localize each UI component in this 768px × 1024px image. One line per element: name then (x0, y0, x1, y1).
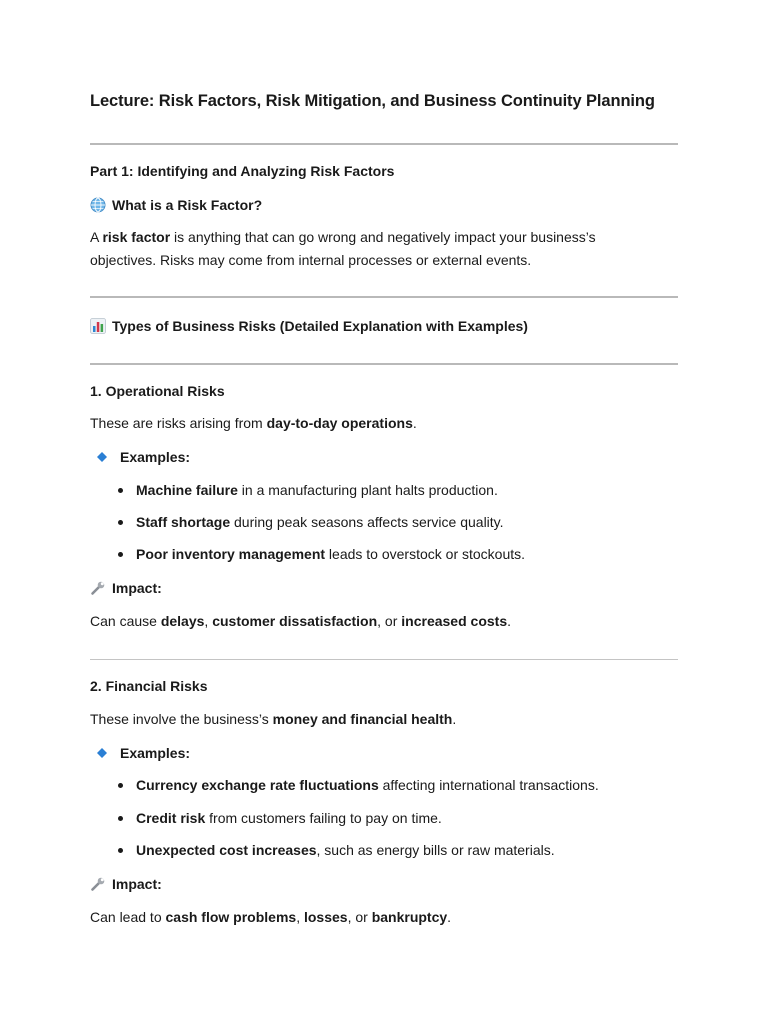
example-bold: Credit risk (136, 810, 206, 826)
impact-text: , or (347, 909, 372, 925)
list-item (136, 774, 599, 796)
desc-bold: day-to-day operations (266, 415, 413, 431)
example-bold: Poor inventory management (136, 546, 326, 562)
impact-bold: delays (160, 613, 205, 629)
desc-bold: money and financial health (272, 711, 453, 727)
intro-line-1 (90, 226, 596, 248)
desc-text: These involve the business’s (90, 711, 273, 727)
impact-text: . (447, 909, 452, 925)
wrench-icon (90, 876, 106, 892)
divider (90, 363, 678, 365)
operational-impact-label-row (90, 577, 162, 599)
financial-examples-label-row (90, 742, 190, 764)
financial-impact-label-row (90, 873, 162, 895)
intro-text: is anything that can go wrong and negatively impact your business’s (170, 229, 596, 245)
example-bold: Staff shortage (136, 514, 231, 530)
example-text: in a manufacturing plant halts production. (237, 482, 498, 498)
example-bold: Unexpected cost increases (136, 842, 317, 858)
impact-text: , (296, 909, 304, 925)
divider (90, 143, 678, 145)
types-heading-row (90, 315, 528, 337)
operational-description (90, 412, 417, 434)
example-text: leads to overstock or stockouts. (325, 546, 526, 562)
example-text: , such as energy bills or raw materials. (316, 842, 555, 858)
intro-line-2: objectives. Risks may come from internal processes or external events. (90, 252, 532, 268)
section-heading-operational: 1. Operational Risks (90, 383, 225, 399)
impact-bold: losses (303, 909, 348, 925)
impact-label: Impact: (112, 580, 162, 596)
examples-label: Examples: (120, 449, 191, 465)
financial-description (90, 708, 456, 730)
impact-bold: bankruptcy (371, 909, 448, 925)
example-text: during peak seasons affects service quality. (230, 514, 504, 530)
what-heading: What is a Risk Factor? (112, 197, 263, 213)
impact-text: Can cause (90, 613, 161, 629)
list-item (136, 839, 555, 861)
financial-impact (90, 906, 451, 928)
desc-text: . (412, 415, 417, 431)
globe-icon (90, 197, 106, 213)
impact-bold: customer dissatisfaction (212, 613, 378, 629)
impact-text: Can lead to (90, 909, 166, 925)
bar-chart-icon (90, 318, 106, 334)
example-text: from customers failing to pay on time. (205, 810, 442, 826)
wrench-icon (90, 580, 106, 596)
impact-bold: cash flow problems (165, 909, 297, 925)
impact-label: Impact: (112, 876, 162, 892)
example-text: affecting international transactions. (378, 777, 599, 793)
list-item (136, 511, 504, 533)
page-title: Lecture: Risk Factors, Risk Mitigation, and Business Continuity Planning (90, 92, 655, 110)
list-item (136, 807, 442, 829)
intro-text: A (90, 229, 103, 245)
list-item (136, 543, 525, 565)
impact-text: . (507, 613, 511, 629)
list-item (136, 479, 498, 501)
impact-text: , (204, 613, 213, 629)
blue-diamond-icon (94, 449, 110, 465)
example-bold: Machine failure (136, 482, 238, 498)
operational-impact (90, 610, 511, 632)
types-heading: Types of Business Risks (Detailed Explanation with Examples) (112, 318, 528, 334)
desc-text: . (452, 711, 457, 727)
part1-heading: Part 1: Identifying and Analyzing Risk Factors (90, 163, 395, 179)
impact-bold: increased costs (401, 613, 508, 629)
operational-examples-label-row (90, 446, 190, 468)
intro-term: risk factor (102, 229, 171, 245)
divider (90, 659, 678, 660)
divider (90, 296, 678, 298)
desc-text: These are risks arising from (90, 415, 267, 431)
examples-label: Examples: (120, 745, 191, 761)
impact-text: , or (377, 613, 402, 629)
what-heading-row (90, 194, 262, 216)
example-bold: Currency exchange rate fluctuations (136, 777, 379, 793)
blue-diamond-icon (94, 745, 110, 761)
section-heading-financial: 2. Financial Risks (90, 678, 208, 694)
